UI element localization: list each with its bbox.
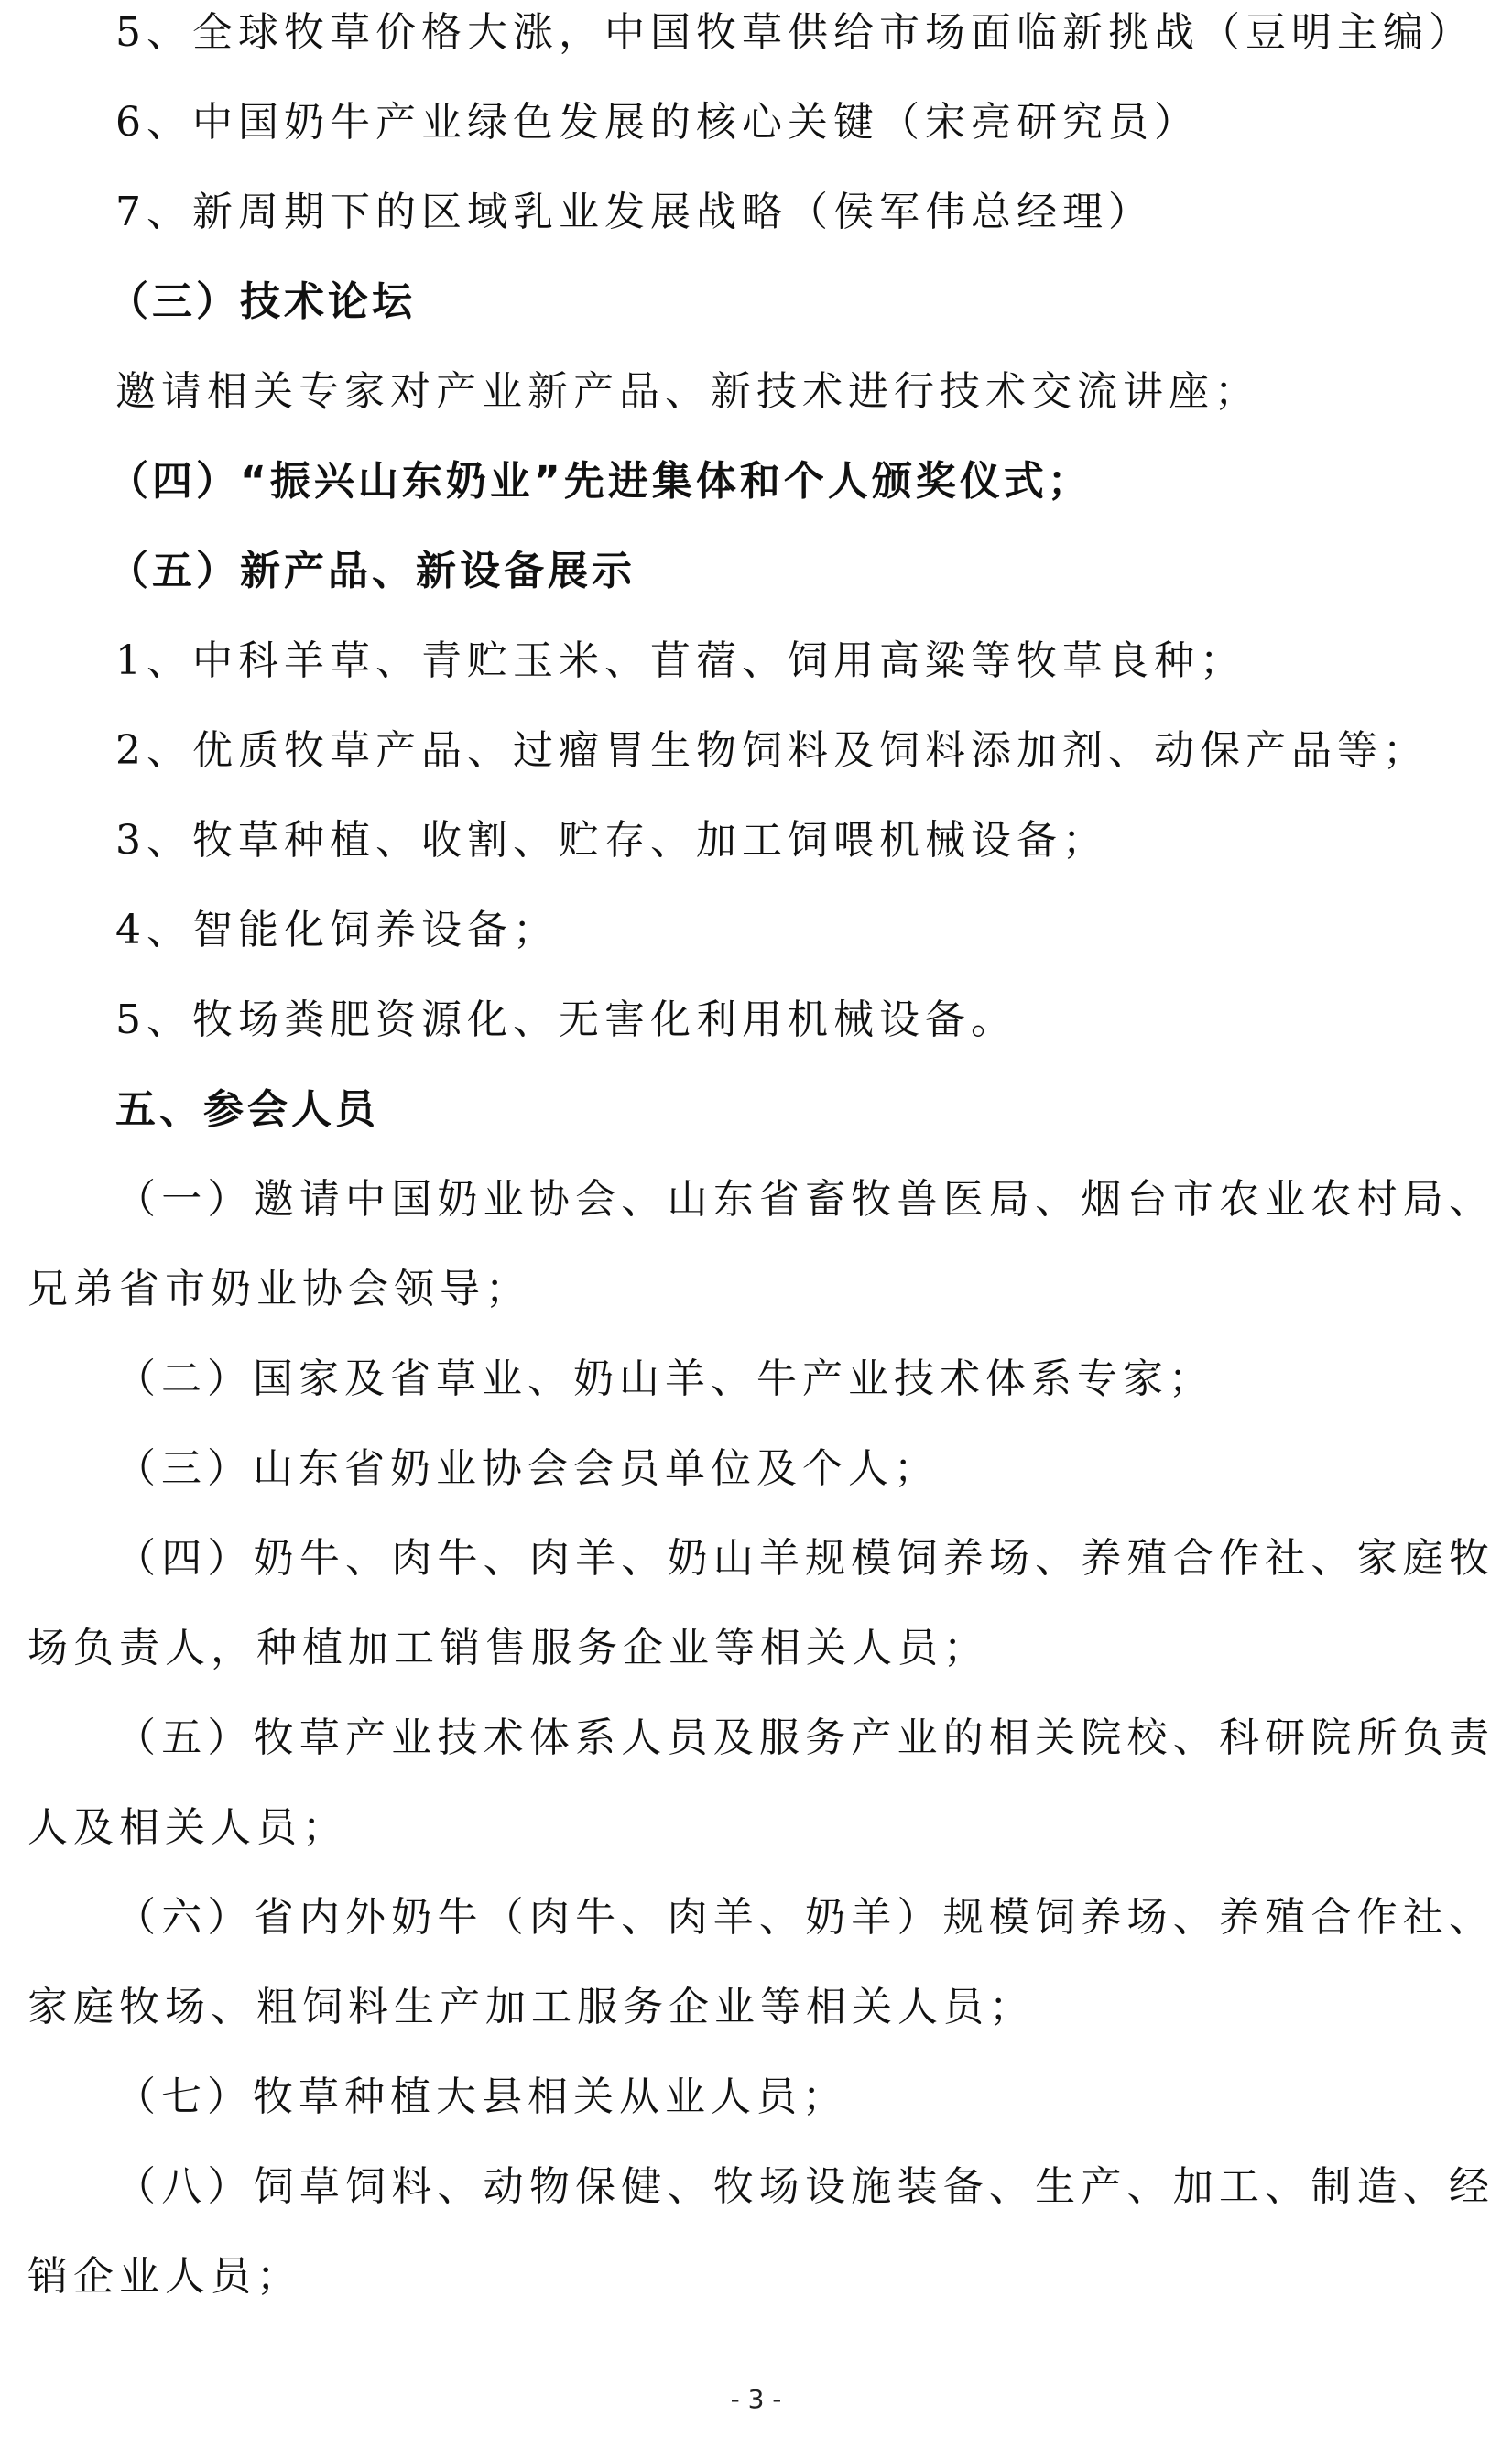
chapter-heading: 五、参会人员 [115,1086,379,1133]
section-heading: （四）“振兴山东奶业”先进集体和个人颁奖仪式； [108,458,1092,505]
paragraph: （二）国家及省草业、奶山羊、牛产业技术体系专家； [115,1355,1214,1402]
paragraph: 兄弟省市奶业协会领导； [27,1266,531,1312]
paragraph: （六）省内外奶牛（肉牛、肉羊、奶羊）规模饲养场、养殖合作社、 [115,1894,1489,1941]
paragraph: （四）奶牛、肉牛、肉羊、奶山羊规模饲养场、养殖合作社、家庭牧 [115,1535,1489,1582]
paragraph: 场负责人，种植加工销售服务企业等相关人员； [27,1625,989,1671]
paragraph: 家庭牧场、粗饲料生产加工服务企业等相关人员； [27,1984,1035,2030]
paragraph: （七）牧草种植大县相关从业人员； [115,2073,848,2120]
list-item: 7、新周期下的区域乳业发展战略（侯军伟总经理） [115,189,1154,235]
list-item: 4、智能化饲养设备； [115,907,559,953]
list-item: 5、全球牧草价格大涨，中国牧草供给市场面临新挑战（豆明主编） [115,9,1474,56]
section-heading: （五）新产品、新设备展示 [108,548,636,594]
list-item: 3、牧草种植、收割、贮存、加工饲喂机械设备； [115,817,1108,864]
list-item: 1、中科羊草、青贮玉米、苜蓿、饲用高粱等牧草良种； [115,637,1245,684]
list-item: 2、优质牧草产品、过瘤胃生物饲料及饲料添加剂、动保产品等； [115,727,1429,774]
paragraph: （五）牧草产业技术体系人员及服务产业的相关院校、科研院所负责 [115,1714,1489,1761]
list-item: 5、牧场粪肥资源化、无害化利用机械设备。 [115,996,1017,1043]
paragraph: 人及相关人员； [27,1804,348,1851]
paragraph: （三）山东省奶业协会会员单位及个人； [115,1445,940,1492]
list-item: 6、中国奶牛产业绿色发展的核心关键（宋亮研究员） [115,99,1200,146]
paragraph: （八）饲草饲料、动物保健、牧场设施装备、生产、加工、制造、经 [115,2163,1489,2210]
section-heading: （三）技术论坛 [108,278,416,325]
paragraph: 邀请相关专家对产业新产品、新技术进行技术交流讲座； [115,368,1260,415]
paragraph: 销企业人员； [27,2253,302,2300]
paragraph: （一）邀请中国奶业协会、山东省畜牧兽医局、烟台市农业农村局、 [115,1176,1489,1223]
page-number: - 3 - [730,2384,782,2414]
